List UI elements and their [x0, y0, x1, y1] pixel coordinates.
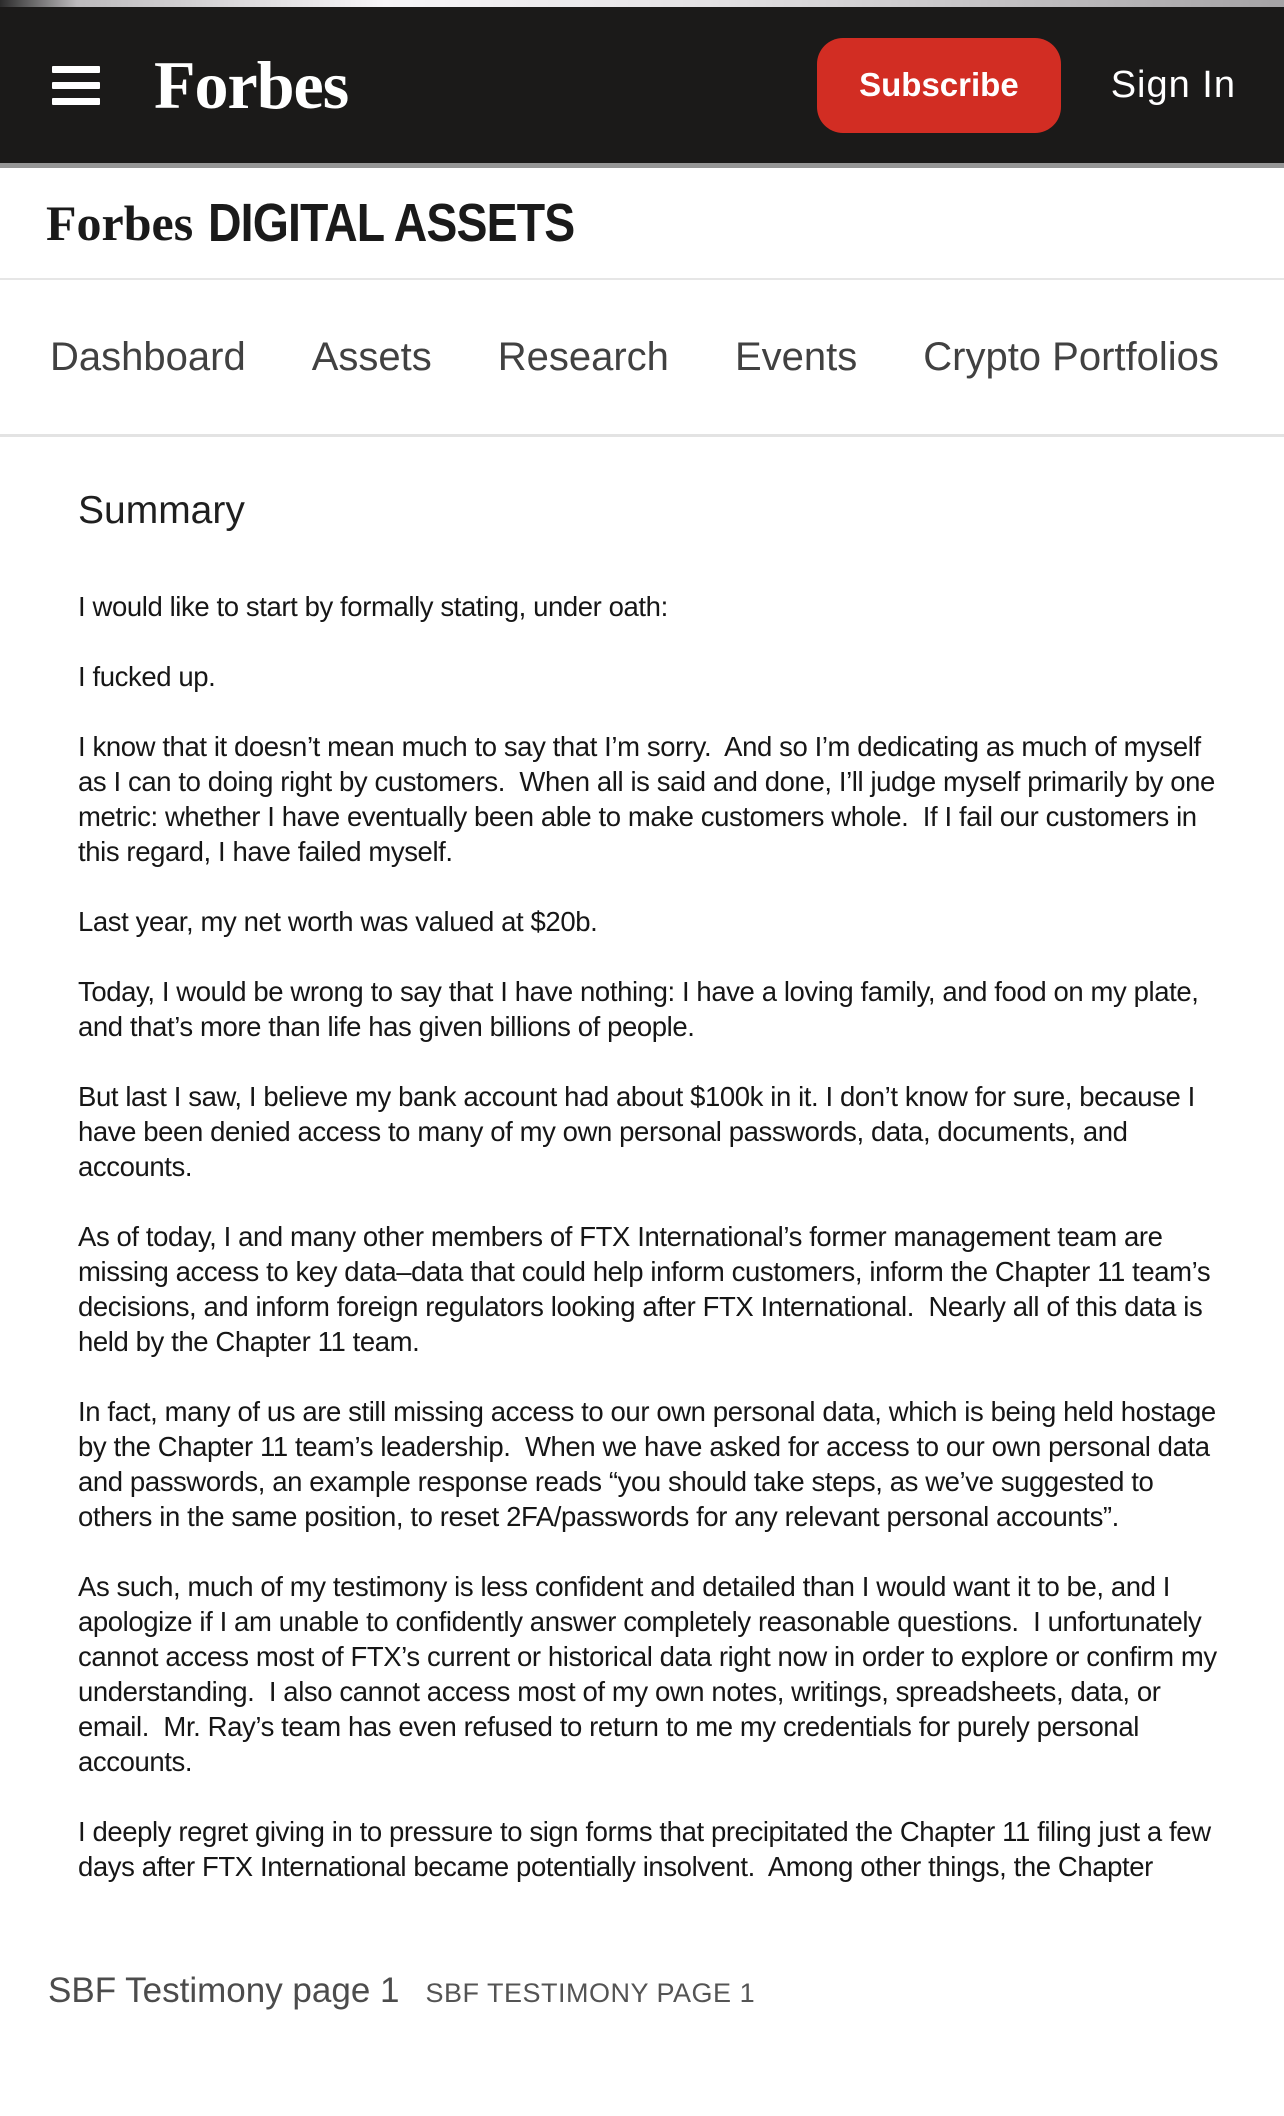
brand-forbes-wordmark: Forbes: [46, 195, 194, 251]
subscribe-button[interactable]: Subscribe: [817, 38, 1061, 133]
hamburger-bar: [52, 82, 100, 89]
forbes-logo[interactable]: Forbes: [154, 47, 349, 123]
document-paragraph: But last I saw, I believe my bank account had about $100k in it. I don’t know for sure, because I have been denied access to many of my own personal passwords, data, documents, and accounts.: [78, 1081, 1203, 1182]
document-paragraph: Today, I would be wrong to say that I have nothing: I have a loving family, and food on my plate, and that’s more than life has given billions of people.: [78, 976, 1206, 1042]
document-paragraph: I would like to start by formally stating, under oath:: [78, 591, 668, 622]
document-heading: Summary: [78, 489, 245, 532]
image-caption: [0, 1971, 1284, 2011]
nav-item-assets[interactable]: Assets: [311, 334, 432, 379]
screenshot-top-strip: [0, 0, 1284, 7]
digital-assets-brand-bar[interactable]: [0, 168, 1284, 278]
section-nav: [0, 278, 1284, 437]
hamburger-bar: [52, 98, 100, 105]
document-paragraph: I fucked up.: [78, 661, 216, 692]
nav-item-research[interactable]: Research: [497, 334, 669, 379]
nav-item-events[interactable]: Events: [734, 334, 858, 379]
document-paragraph: As of today, I and many other members of FTX International’s former management team are missing access to key data–data that could help inform customers, inform the Chapter 11 team’s decisions, and inform foreign regulators looking after FTX International. Nearly all of this data is held by the Chapter 11 team.: [78, 1221, 1218, 1357]
document-paragraph: Last year, my net worth was valued at $20b.: [78, 906, 598, 937]
document-paragraph: As such, much of my testimony is less confident and detailed than I would want it to be, and I apologize if I am unable to confidently answer completely reasonable questions. I unfortunately cannot access most of FTX’s current or historical data right now in order to explore or confirm my understanding. I also cannot access most of my own notes, writings, spreadsheets, data, or email. Mr. Ray’s team has even refused to return to me my credentials for purely personal accounts.: [78, 1571, 1224, 1777]
nav-item-crypto-portfolios[interactable]: Crypto Portfolios: [923, 334, 1219, 379]
testimony-document-image: [0, 437, 1284, 1965]
sign-in-link[interactable]: Sign In: [1110, 63, 1236, 106]
brand-section-title: DIGITAL ASSETS: [208, 193, 575, 253]
document-paragraph: I deeply regret giving in to pressure to sign forms that precipitated the Chapter 11 filing just a few days after FTX International became potentially insolvent. Among other things, the Chapter: [78, 1816, 1218, 1882]
hamburger-menu-icon[interactable]: [52, 66, 100, 105]
site-header: [0, 7, 1284, 168]
document-paragraph: In fact, many of us are still missing access to our own personal data, which is being held hostage by the Chapter 11 team’s leadership. When we have asked for access to our own personal data and passwords, an example response reads “you should take steps, as we’ve suggested to others in the same position, to reset 2FA/passwords for any relevant personal accounts”.: [78, 1396, 1224, 1532]
nav-item-dashboard[interactable]: Dashboard: [50, 334, 246, 379]
caption-title: SBF Testimony page 1: [48, 1971, 400, 2010]
caption-credit-label: SBF TESTIMONY PAGE 1: [425, 1978, 756, 2008]
hamburger-bar: [52, 66, 100, 73]
document-paragraph: I know that it doesn’t mean much to say that I’m sorry. And so I’m dedicating as much of myself as I can to doing right by customers. When all is said and done, I’ll judge myself primarily by one metric: whether I have eventually been able to make customers whole. If I fail our customers in this regard, I have failed myself.: [78, 731, 1223, 867]
